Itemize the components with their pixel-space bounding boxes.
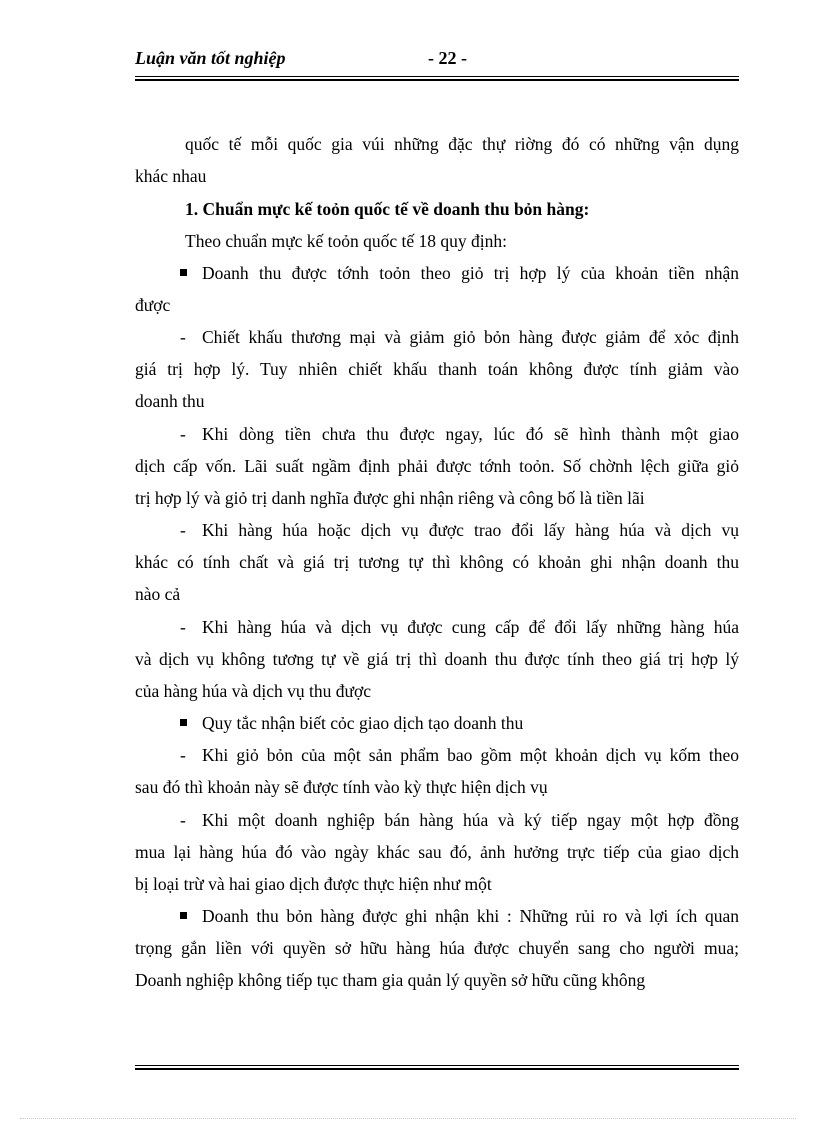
- dash-marker: -: [180, 327, 186, 347]
- page-boundary: [20, 1118, 796, 1119]
- section-heading: 1. Chuẩn mực kế toỏn quốc tế về doanh thu bỏn hàng:: [185, 199, 590, 219]
- bullet-text: Doanh thu bỏn hàng được ghi nhận khi : Những rủi ro và lợi ích quan: [202, 906, 739, 926]
- bullet-text: Doanh thu được tớnh toỏn theo giỏ trị hợp lý của khoản tiền nhận: [202, 263, 739, 283]
- bullet-item: [180, 906, 739, 926]
- square-bullet-icon: [180, 269, 187, 276]
- dash-item: [180, 520, 739, 540]
- dash-marker: -: [180, 520, 186, 540]
- page-number: - 22 -: [428, 48, 467, 68]
- dash-text: Khi giỏ bỏn của một sản phẩm bao gồm một khoản dịch vụ kốm theo: [202, 745, 739, 765]
- paragraph-line: trị hợp lý và giỏ trị danh nghĩa được ghi nhận riêng và công bố là tiền lãi: [135, 488, 645, 508]
- dash-item: [180, 810, 739, 830]
- dash-text: Khi hàng húa và dịch vụ được cung cấp để đổi lấy những hàng húa: [202, 617, 739, 637]
- bullet-item: [180, 263, 739, 283]
- paragraph-line: quốc tế mỗi quốc gia vúi những đặc thự riờng đó có những vận dụng: [185, 134, 739, 154]
- paragraph-line: bị loại trừ và hai giao dịch được thực hiện như một: [135, 874, 492, 894]
- dash-text: Khi một doanh nghiệp bán hàng húa và ký tiếp ngay một hợp đồng: [202, 810, 739, 830]
- paragraph-line: mua lại hàng húa đó vào ngày khác sau đó, ảnh hưởng trực tiếp của giao dịch: [135, 842, 739, 862]
- footer-rule: [135, 1065, 739, 1070]
- dash-item: [180, 327, 739, 347]
- paragraph-line: khác có tính chất và giá trị tương tự thì không có khoản ghi nhận doanh thu: [135, 552, 739, 572]
- paragraph-line: trọng gắn liền với quyền sở hữu hàng húa được chuyển sang cho người mua;: [135, 938, 739, 958]
- paragraph-line: Doanh nghiệp không tiếp tục tham gia quản lý quyền sở hữu cũng không: [135, 970, 646, 990]
- square-bullet-icon: [180, 912, 187, 919]
- dash-marker: -: [180, 810, 186, 830]
- dash-text: Chiết khấu thương mại và giảm giỏ bỏn hàng được giảm để xỏc định: [202, 327, 739, 347]
- dash-item: [180, 424, 739, 444]
- dash-text: Khi dòng tiền chưa thu được ngay, lúc đó sẽ hình thành một giao: [202, 424, 739, 444]
- paragraph-line: dịch cấp vốn. Lãi suất ngầm định phải được tớnh toỏn. Số chờnh lệch giữa giỏ: [135, 456, 739, 476]
- square-bullet-icon: [180, 719, 187, 726]
- dash-item: [180, 617, 739, 637]
- paragraph-line: sau đó thì khoản này sẽ được tính vào kỳ thực hiện dịch vụ: [135, 777, 548, 797]
- dash-text: Khi hàng húa hoặc dịch vụ được trao đổi lấy hàng húa và dịch vụ: [202, 520, 739, 540]
- paragraph-line: và dịch vụ không tương tự về giá trị thì doanh thu được tính theo giá trị hợp lý: [135, 649, 739, 669]
- dash-marker: -: [180, 424, 186, 444]
- paragraph-line: doanh thu: [135, 391, 205, 411]
- bullet-item: [180, 713, 739, 733]
- paragraph-line: giá trị hợp lý. Tuy nhiên chiết khấu thanh toán không được tính giảm vào: [135, 359, 739, 379]
- paragraph-line: khác nhau: [135, 166, 207, 186]
- paragraph-line: của hàng húa và dịch vụ thu được: [135, 681, 371, 701]
- header-rule: [135, 76, 739, 81]
- bullet-text: Quy tắc nhận biết cỏc giao dịch tạo doanh thu: [202, 713, 524, 733]
- paragraph-line: được: [135, 295, 171, 315]
- dash-item: [180, 745, 739, 765]
- paragraph-line: nào cả: [135, 584, 181, 604]
- header-title: Luận văn tốt nghiệp: [135, 48, 286, 68]
- dash-marker: -: [180, 617, 186, 637]
- paragraph-line: Theo chuẩn mực kế toỏn quốc tế 18 quy định:: [185, 231, 507, 251]
- dash-marker: -: [180, 745, 186, 765]
